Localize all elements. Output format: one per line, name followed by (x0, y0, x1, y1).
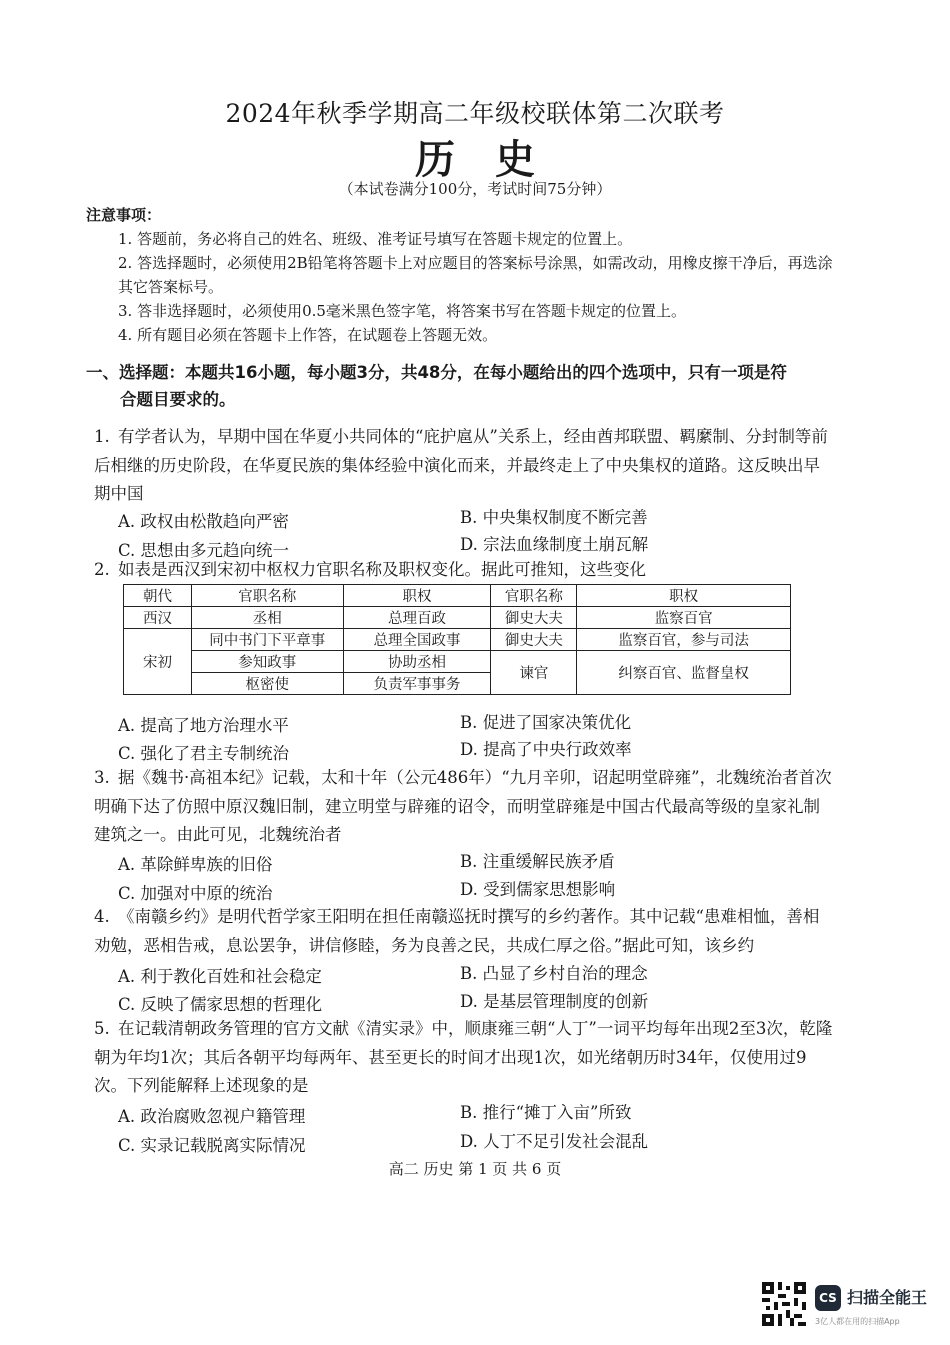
exam-meta: （本试卷满分100分，考试时间75分钟） (338, 180, 612, 198)
question-1 (94, 423, 834, 509)
table-row (124, 629, 791, 651)
table-cell: 枢密使 (191, 673, 343, 695)
table-cell: 总理百政 (343, 607, 491, 629)
option-c: C. 思想由多元趋向统一 (118, 541, 290, 560)
table-cell: 监察百官，参与司法 (577, 629, 791, 651)
option-d: D. 宗法血缘制度土崩瓦解 (460, 535, 649, 554)
option-d: D. 受到儒家思想影响 (460, 880, 616, 899)
table-cell: 监察百官 (577, 607, 791, 629)
question-number: 3. (94, 768, 110, 787)
option-b: B. 注重缓解民族矛盾 (460, 852, 615, 871)
question-number: 2. (94, 560, 110, 579)
option-d: D. 人丁不足引发社会混乱 (460, 1132, 649, 1151)
option-b: B. 凸显了乡村自治的理念 (460, 964, 648, 983)
scanner-logo-icon: CS (815, 1285, 841, 1311)
option-b: B. 中央集权制度不断完善 (460, 508, 648, 527)
section-heading-line: 一、选择题：本题共16小题，每小题3分，共48分，在每小题给出的四个选项中，只有一项是符 (86, 363, 787, 382)
table-cell: 西汉 (124, 607, 192, 629)
subject-title: 历史 (415, 136, 575, 183)
option-a: A. 政权由松散趋向严密 (118, 512, 289, 531)
scanner-brand: 扫描全能王 (847, 1288, 928, 1307)
table-cell: 宋初 (124, 629, 192, 695)
option-a: A. 利于教化百姓和社会稳定 (118, 967, 322, 986)
question-number: 5. (94, 1019, 110, 1038)
question-2 (94, 556, 834, 585)
question-stem: 如表是西汉到宋初中枢权力官职名称及职权变化。据此可推知，这些变化 (118, 560, 646, 579)
table-cell: 参知政事 (191, 651, 343, 673)
question-stem: 《南赣乡约》是明代哲学家王阳明在担任南赣巡抚时撰写的乡约著作。其中记载“患难相恤，善相劝勉，恶相告戒，息讼罢争，讲信修睦，务为良善之民，共成仁厚之俗。”据此可知，该乡约 (94, 907, 820, 955)
question-4 (94, 903, 834, 960)
table-cell: 协助丞相 (343, 651, 491, 673)
option-c: C. 强化了君主专制统治 (118, 744, 290, 763)
option-a: A. 提高了地方治理水平 (118, 716, 289, 735)
question-stem: 在记载清朝政务管理的官方文献《清实录》中，顺康雍三朝“人丁”一词平均每年出现2至3次，乾隆朝为年均1次；其后各朝平均每两年、甚至更长的时间才出现1次，如光绪朝历时34年，仅使用过9次。下列能解释上述现象的是 (94, 1019, 833, 1095)
notice-item: 2. 答选择题时，必须使用2B铅笔将答题卡上对应题目的答案标号涂黑，如需改动，用橡皮擦干净后，再选涂其它答案标号。 (118, 254, 833, 296)
section-heading (86, 359, 836, 413)
option-c: C. 反映了儒家思想的哲理化 (118, 995, 323, 1014)
notice-item: 1. 答题前，务必将自己的姓名、班级、准考证号填写在答题卡规定的位置上。 (118, 230, 633, 248)
table-row (124, 651, 791, 673)
exam-title: 2024年秋季学期高二年级校联体第二次联考 (225, 99, 725, 128)
option-b: B. 推行“摊丁入亩”所致 (460, 1103, 632, 1122)
option-c: C. 加强对中原的统治 (118, 884, 273, 903)
table-cell: 负责军事事务 (343, 673, 491, 695)
question-stem: 有学者认为，早期中国在华夏小共同体的“庇护扈从”关系上，经由酋邦联盟、羁縻制、分封制等前后相继的历史阶段，在华夏民族的集体经验中演化而来，并最终走上了中央集权的道路。这反映出早期中国 (94, 427, 828, 503)
scanner-slogan: 3亿人都在用的扫描App (815, 1317, 900, 1326)
question-5 (94, 1015, 834, 1101)
table-cell: 御史大夫 (491, 629, 577, 651)
option-a: A. 革除鲜卑族的旧俗 (118, 855, 273, 874)
table-cell: 同中书门下平章事 (191, 629, 343, 651)
table-cell: 丞相 (191, 607, 343, 629)
table-header-cell: 职权 (577, 585, 791, 607)
option-a: A. 政治腐败忽视户籍管理 (118, 1107, 306, 1126)
option-d: D. 提高了中央行政效率 (460, 740, 632, 759)
table-row (124, 607, 791, 629)
notice-heading: 注意事项： (86, 206, 162, 224)
office-table (123, 584, 791, 695)
option-b: B. 促进了国家决策优化 (460, 713, 632, 732)
question-number: 1. (94, 427, 110, 446)
option-d: D. 是基层管理制度的创新 (460, 992, 649, 1011)
table-header-row (124, 585, 791, 607)
table-cell: 谏官 (491, 651, 577, 695)
table-cell: 总理全国政事 (343, 629, 491, 651)
option-c: C. 实录记载脱离实际情况 (118, 1136, 306, 1155)
question-number: 4. (94, 907, 110, 926)
page-footer: 高二 历史 第 1 页 共 6 页 (388, 1160, 562, 1178)
question-3 (94, 764, 834, 850)
table-header-cell: 朝代 (124, 585, 192, 607)
table-header-cell: 官职名称 (491, 585, 577, 607)
qr-code-icon (762, 1282, 806, 1326)
table-header-cell: 职权 (343, 585, 491, 607)
table-cell: 纠察百官、监督皇权 (577, 651, 791, 695)
notice-item: 3. 答非选择题时，必须使用0.5毫米黑色签字笔，将答案书写在答题卡规定的位置上。 (118, 302, 686, 320)
question-stem: 据《魏书·高祖本纪》记载，太和十年（公元486年）“九月辛卯，诏起明堂辟雍”，北魏统治者首次明确下达了仿照中原汉魏旧制，建立明堂与辟雍的诏令，而明堂辟雍是中国古代最高等级的皇家礼制建筑之一。由此可见，北魏统治者 (94, 768, 832, 844)
section-heading-line: 合题目要求的。 (120, 390, 236, 409)
table-header-cell: 官职名称 (191, 585, 343, 607)
notice-item: 4. 所有题目必须在答题卡上作答，在试题卷上答题无效。 (118, 326, 498, 344)
table-cell: 御史大夫 (491, 607, 577, 629)
